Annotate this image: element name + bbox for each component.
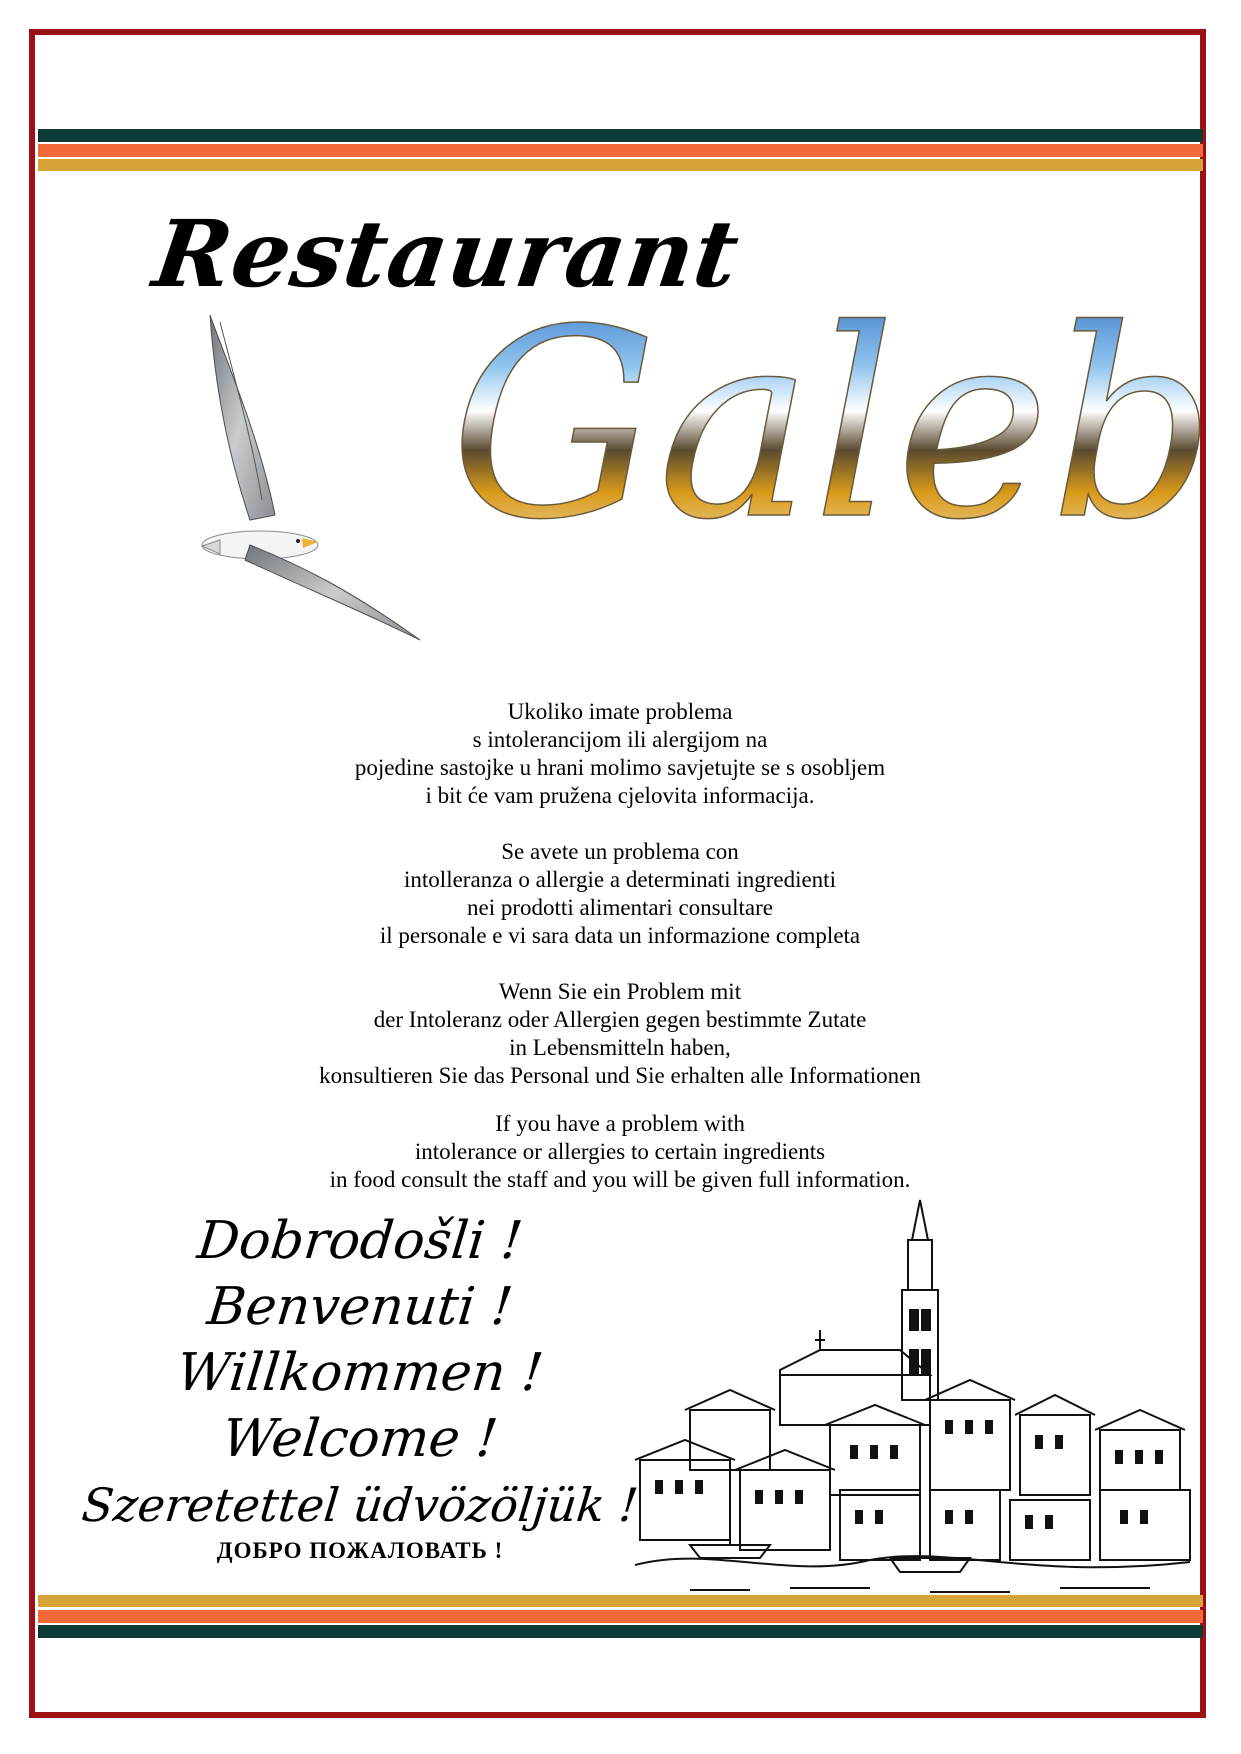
notice-line: in food consult the staff and you will be given full information. [329, 1167, 911, 1192]
notice-line: il personale e vi sara data un informazione completa [379, 923, 861, 948]
notice-line: Ukoliko imate problema [507, 699, 733, 724]
notice-italian [250, 838, 990, 950]
notice-line: der Intoleranz oder Allergien gegen bestimmte Zutate [373, 1007, 867, 1032]
welcome-hungarian: Szeretettel üdvözöljük ! [79, 1478, 641, 1532]
notice-german [250, 978, 990, 1090]
seagull-icon [190, 310, 440, 650]
welcome-greetings [60, 1208, 660, 1564]
notice-line: If you have a problem with [495, 1111, 745, 1136]
top-stripe-gold [38, 159, 1203, 171]
welcome-german: Willkommen ! [174, 1343, 546, 1403]
bottom-stripe-orange [38, 1610, 1203, 1623]
restaurant-word: Restaurant [147, 200, 746, 308]
welcome-croatian: Dobrodošli ! [194, 1211, 526, 1271]
top-stripe-orange [38, 144, 1203, 157]
bottom-stripe-gold [38, 1595, 1203, 1607]
notice-line: Se avete un problema con [501, 839, 739, 864]
notice-english [250, 1110, 990, 1194]
notice-croatian [250, 698, 990, 810]
allergy-notice [250, 698, 990, 1222]
rovinj-town-sketch [630, 1200, 1200, 1600]
top-stripe-dark [38, 129, 1203, 142]
bottom-stripe-dark [38, 1625, 1203, 1638]
notice-line: s intolerancijom ili alergijom na [472, 727, 768, 752]
galeb-logo [430, 275, 1217, 660]
notice-line: nei prodotti alimentari consultare [467, 895, 773, 920]
notice-line: pojedine sastojke u hrani molimo savjetujte se s osobljem [354, 755, 886, 780]
notice-line: i bit će vam pružena cjelovita informacija. [425, 783, 815, 808]
notice-line: intolleranza o allergie a determinati ingredienti [404, 867, 836, 892]
galeb-logo-text: Galeb [450, 275, 1217, 577]
welcome-english: Welcome ! [219, 1409, 501, 1469]
welcome-italian: Benvenuti ! [204, 1277, 516, 1337]
notice-line: intolerance or allergies to certain ingredients [414, 1139, 826, 1164]
notice-line: in Lebensmitteln haben, [509, 1035, 731, 1060]
notice-line: Wenn Sie ein Problem mit [498, 979, 742, 1004]
welcome-russian: ДОБРО ПОЖАЛОВАТЬ ! [216, 1538, 504, 1563]
notice-line: konsultieren Sie das Personal und Sie erhalten alle Informationen [319, 1063, 921, 1088]
